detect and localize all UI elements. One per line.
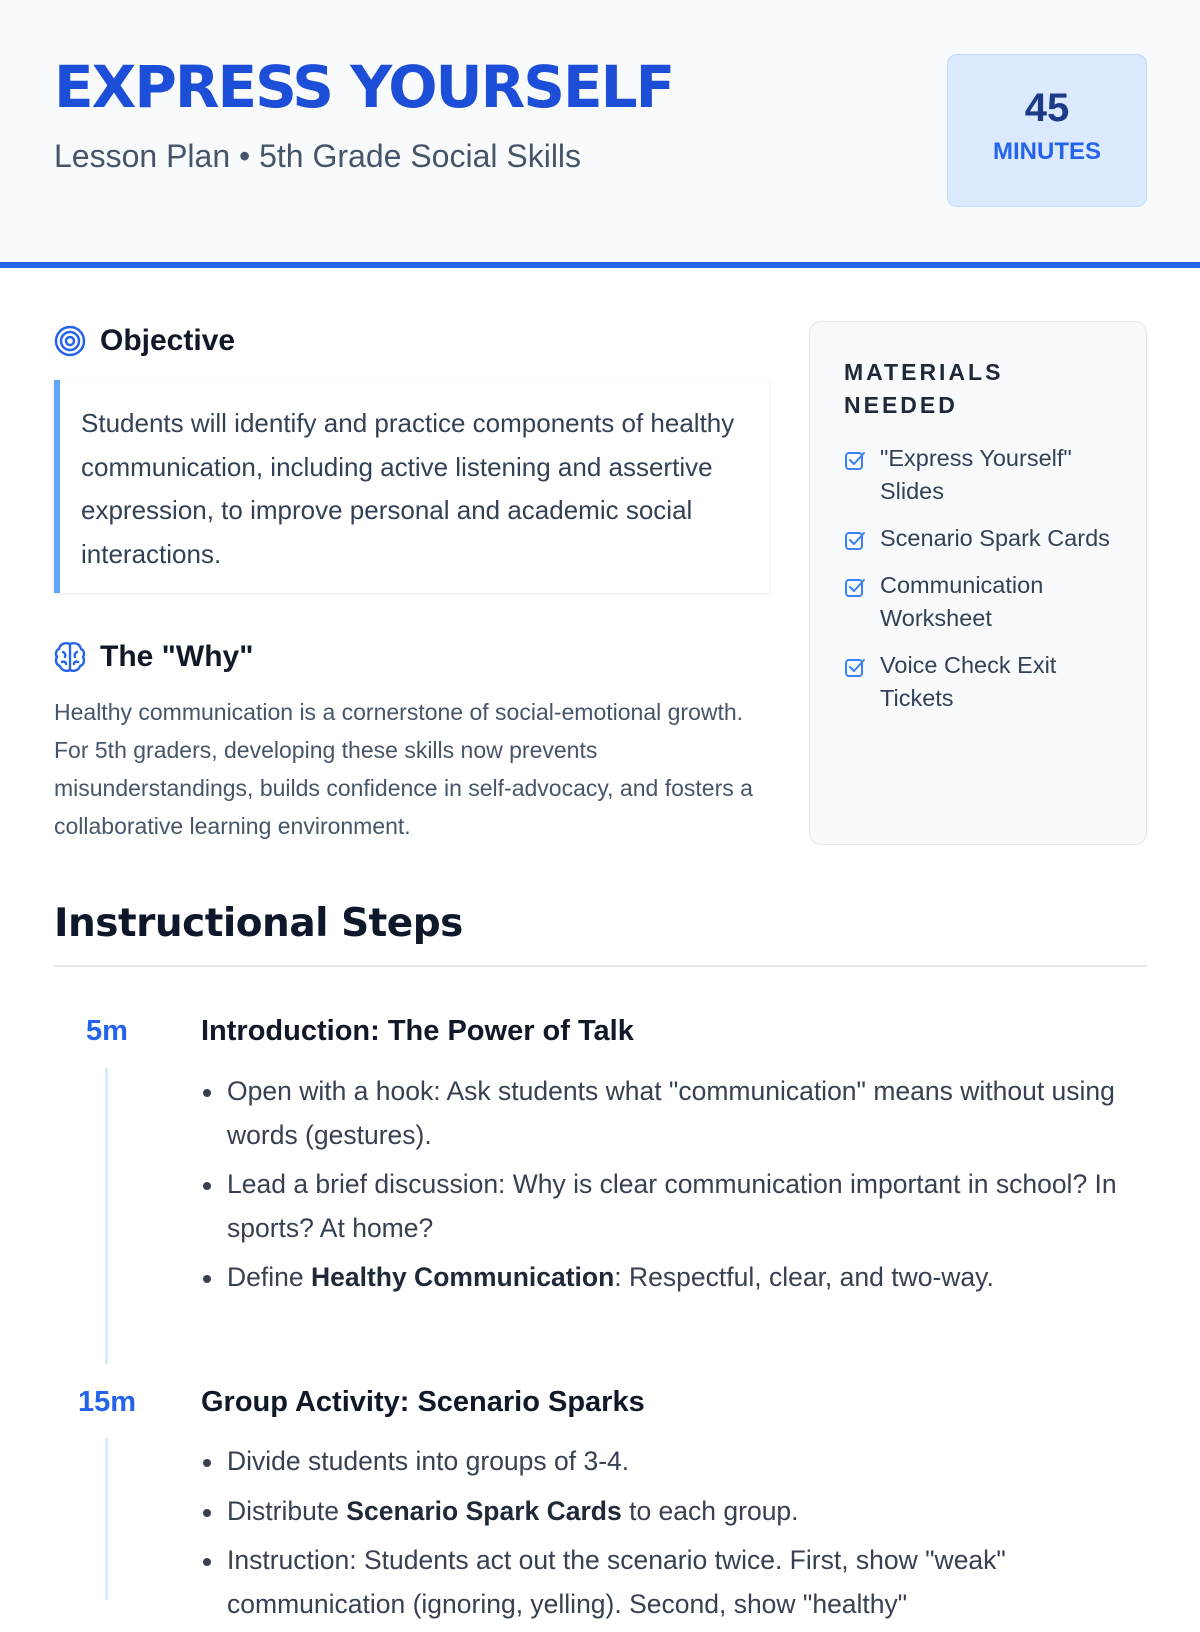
target-icon [54,325,86,357]
duration-value: 45 [1024,86,1070,130]
lesson-subtitle: Lesson Plan • 5th Grade Social Skills [54,138,582,174]
steps-title: Instructional Steps [54,901,463,946]
materials-list [844,442,1122,715]
materials-item [844,649,1122,715]
step-title: Group Activity: Scenario Sparks [201,1386,645,1418]
steps-divider [54,965,1147,967]
step-timeline-line [105,1438,108,1600]
step-bullet: Define Healthy Communication: Respectful, clear, and two-way. [201,1256,1136,1300]
materials-item-label: "Express Yourself" Slides [880,445,1072,504]
lesson-header [0,0,1200,268]
checkbox-icon [844,657,866,679]
materials-item-label: Scenario Spark Cards [880,525,1110,551]
lesson-title: EXPRESS YOURSELF [54,53,674,121]
materials-item [844,522,1122,555]
materials-item-label: Communication Worksheet [880,572,1044,631]
step-title: Introduction: The Power of Talk [201,1015,634,1047]
materials-item [844,569,1122,635]
materials-item-label: Voice Check Exit Tickets [880,652,1057,711]
step-bullet: Instruction: Students act out the scenario twice. First, show "weak" communication (ignoring, yelling). Second, show "healthy" [201,1539,1136,1626]
step-bullet: Divide students into groups of 3-4. [201,1440,1136,1484]
checkbox-icon [844,530,866,552]
step-time: 5m [86,1015,128,1047]
step-bullet: Distribute Scenario Spark Cards to each group. [201,1490,1136,1534]
objective-heading [54,324,235,358]
why-heading-label: The "Why" [100,640,254,673]
objective-text: Students will identify and practice components of healthy communication, including active listening and assertive expression, to improve personal and academic social interactions. [54,380,769,593]
step-time: 15m [77,1386,137,1418]
why-text: Healthy communication is a cornerstone of social-emotional growth. For 5th graders, developing these skills now prevents misunderstandings, builds confidence in self-advocacy, and fosters a collaborative learning environment. [54,699,753,839]
step-bullets [201,1070,1136,1306]
materials-panel [809,321,1147,845]
step-timeline-line [105,1068,108,1364]
checkbox-icon [844,450,866,472]
duration-unit: MINUTES [993,138,1101,165]
objective-heading-label: Objective [100,324,236,357]
step-bullet: Open with a hook: Ask students what "communication" means without using words (gestures). [201,1070,1136,1157]
step-bullets [201,1440,1136,1632]
step-bullet: Lead a brief discussion: Why is clear communication important in school? In sports? At home? [201,1163,1136,1250]
materials-title: MATERIALS NEEDED [844,359,1004,418]
why-heading [54,640,253,674]
brain-icon [54,640,86,674]
duration-badge [947,54,1147,207]
checkbox-icon [844,577,866,599]
materials-item [844,442,1122,508]
